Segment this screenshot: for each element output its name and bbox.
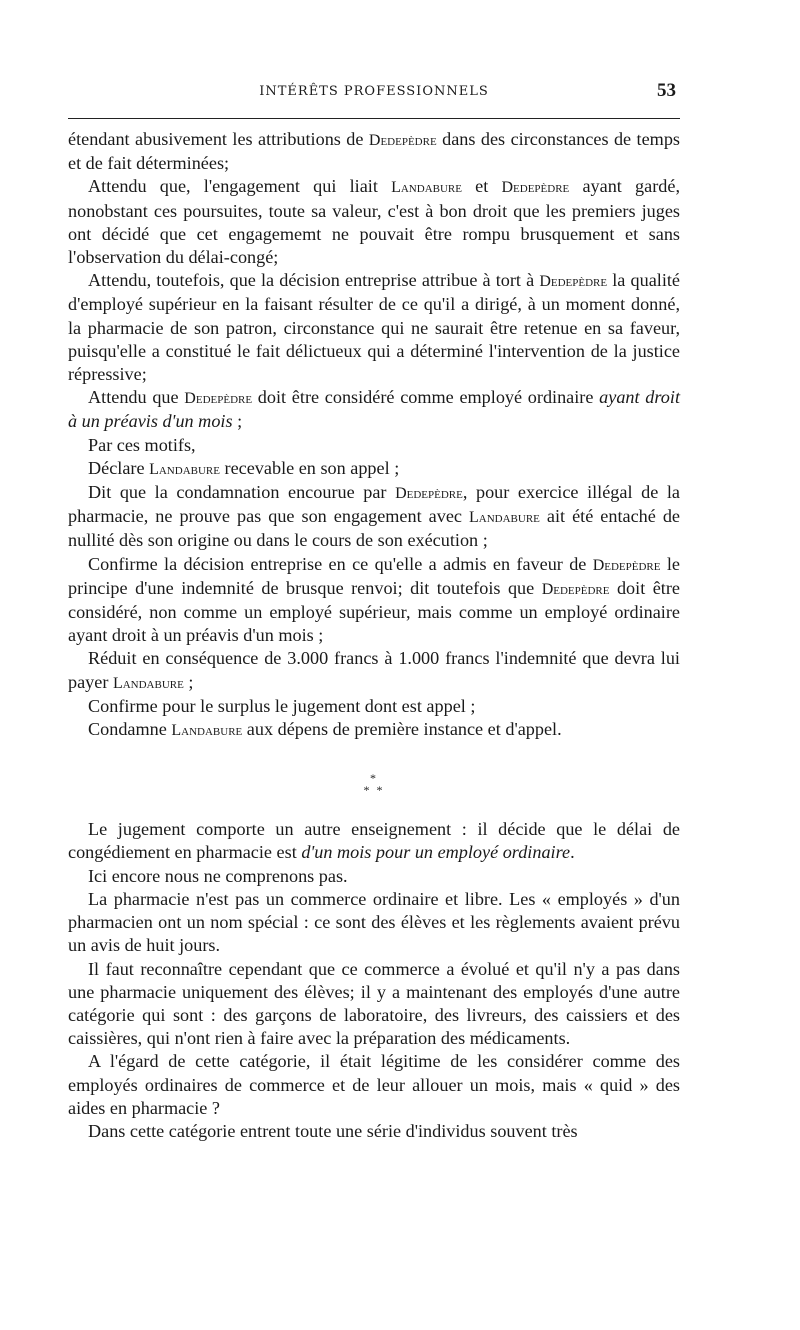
text-run: Dit que la condamnation encourue par (88, 482, 396, 503)
paragraph (68, 818, 680, 864)
body-text (68, 128, 680, 1143)
page-number: 53 (657, 80, 676, 101)
section-separator (68, 772, 680, 796)
text-run: A l'égard de cette catégorie, il était légitime de les considérer comme des employés ordinaires de commerce et de leur allouer un mois, mais « quid » des aides en pharmacie ? (68, 1051, 680, 1118)
text-run: Confirme la décision entreprise en ce qu'elle a admis en faveur de (88, 553, 593, 574)
text-run: Il faut reconnaître cependant que ce commerce a évolué et qu'il n'y a pas dans une pharmacie uniquement des élèves; il y a maintenant des employés d'une autre catégorie qui sont : des garçons de laboratoire, des livreurs, des caissiers et des caissières, qui n'ont rien à faire avec la préparation des médicaments. (68, 958, 680, 1049)
text-run: Réduit en conséquence de 3.000 francs à 1.000 francs l'indemnité que devra lui payer (68, 648, 680, 692)
text-run: ; (183, 671, 194, 692)
party-name: Landabure (149, 460, 220, 478)
party-name: Dedepèdre (501, 179, 570, 197)
text-run: recevable en son appel ; (219, 457, 400, 478)
text-run: Par ces motifs, (88, 434, 196, 455)
paragraph (68, 457, 680, 481)
party-name: Dedepèdre (539, 273, 608, 291)
paragraph (68, 481, 680, 553)
text-run: dans des circonstances de temps et de fait déterminées; (68, 129, 680, 174)
text-run: Confirme pour le surplus le jugement dont est appel ; (88, 695, 476, 716)
paragraph (68, 888, 680, 958)
text-run: doit être considéré, non comme un employé supérieur, mais comme un employé ordinaire ayant droit à un préavis d'un mois ; (68, 577, 680, 646)
party-name: Landabure (171, 722, 243, 740)
text-run: , pour exercice illégal de la pharmacie, ne prouve pas que son engagement avec (68, 482, 681, 527)
paragraph (68, 434, 680, 457)
text-run: le principe d'une indemnité de brusque renvoi; dit toutefois que (68, 553, 680, 598)
text-run: . (570, 842, 575, 863)
paragraph (68, 647, 680, 694)
text-run: Attendu, toutefois, que la décision entreprise attribue à tort à (88, 270, 540, 291)
paragraph (68, 175, 680, 269)
paragraph (68, 695, 680, 718)
text-run: et (461, 176, 502, 197)
paragraph (68, 128, 680, 175)
text-run: ayant gardé, nonobstant ces poursuites, toute sa valeur, c'est à bon droit que les premiers juges ont décidé que cet engagememt ne pouvait être rompu brusquement et sans l'observation du délai-congé; (68, 176, 680, 268)
paragraph (68, 553, 680, 648)
separator-star-top: * (370, 771, 378, 786)
party-name: Dedepèdre (592, 556, 661, 574)
text-run: aux dépens de première instance et d'appel. (242, 719, 562, 740)
text-run: Attendu que, l'engagement qui liait (88, 176, 392, 197)
party-name: Dedepèdre (395, 485, 463, 503)
paragraph (68, 958, 680, 1051)
paragraph (68, 865, 680, 888)
separator-stars-bottom: * * (363, 783, 385, 798)
italic-text: d'un mois pour un employé ordinaire (301, 842, 571, 863)
italic-text: ayant droit à un préavis d'un mois (68, 387, 680, 432)
party-name: Landabure (391, 179, 462, 197)
running-title: INTÉRÊTS PROFESSIONNELS (259, 84, 489, 99)
text-run: étendant abusivement les attributions de (68, 129, 369, 149)
party-name: Landabure (468, 509, 540, 527)
commentary-text (68, 818, 680, 1143)
party-name: Dedepèdre (184, 390, 253, 408)
text-run: ait été entaché de nullité dès son origine ou dans le cours de son exécution ; (68, 506, 680, 551)
text-run: La pharmacie n'est pas un commerce ordinaire et libre. Les « employés » d'un pharmacien ont un nom spécial : ce sont des élèves et les règlements avaient prévu un avis de huit jours. (68, 888, 680, 956)
text-run: Ici encore nous ne comprenons pas. (88, 865, 348, 886)
party-name: Dedepèdre (541, 580, 610, 598)
text-run: doit être considéré comme employé ordinaire (252, 387, 600, 408)
text-run: Dans cette catégorie entrent toute une série d'individus souvent très (88, 1120, 578, 1141)
paragraph (68, 269, 680, 386)
paragraph (68, 1050, 680, 1120)
judgment-text (68, 128, 680, 742)
party-name: Dedepèdre (368, 132, 437, 149)
paragraph (68, 386, 680, 433)
text-run: Attendu que (88, 387, 185, 408)
text-run: Déclare (88, 457, 150, 478)
paragraph (68, 1120, 680, 1143)
text-run: Condamne (88, 719, 172, 740)
party-name: Landabure (112, 674, 184, 692)
paragraph (68, 718, 680, 742)
text-run: la qualité d'employé supérieur en la faisant résulter de ce qu'il a dirigé, à un moment donné, la pharmacie de son patron, circonstance qui ne saurait être retenue en sa faveur, puisqu'elle a constitué le fait délictueux qui a déterminé l'intervention de la justice répressive; (68, 270, 680, 385)
text-run: Le jugement comporte un autre enseignement : il décide que le délai de congédiement en pharmacie est (68, 819, 680, 863)
page-header (68, 82, 680, 119)
text-run: ; (232, 411, 243, 432)
